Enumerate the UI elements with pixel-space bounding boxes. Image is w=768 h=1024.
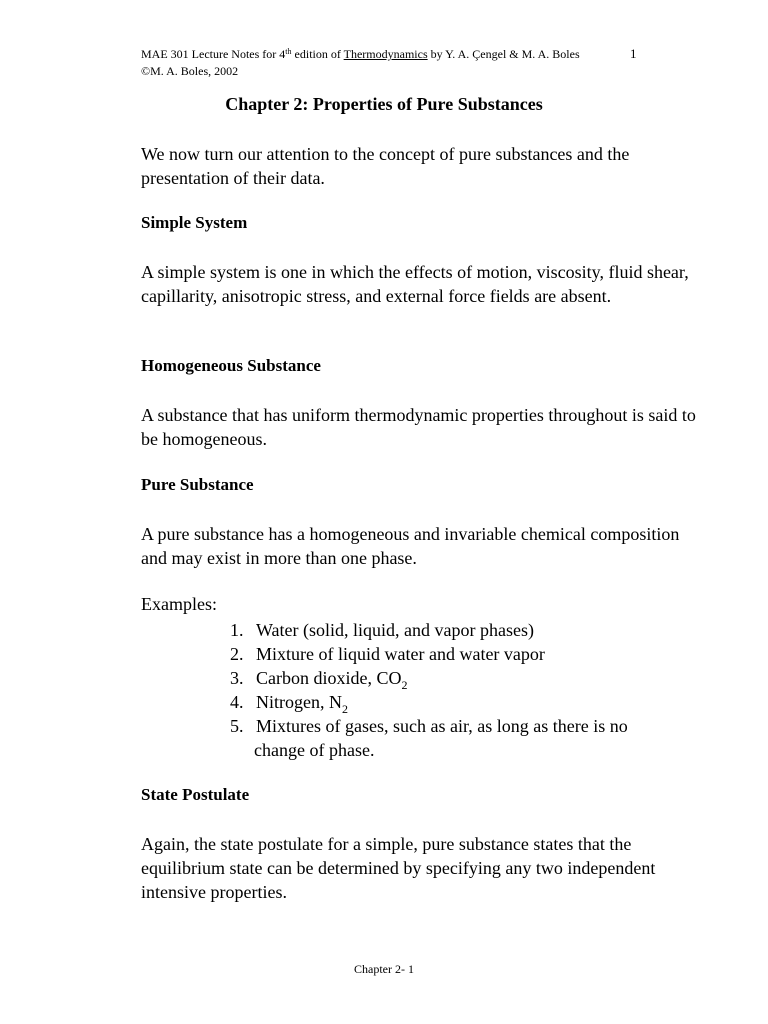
heading-homogeneous-substance: Homogeneous Substance [141, 356, 321, 375]
heading-state-postulate: State Postulate [141, 785, 250, 804]
list-item-number: 3. [230, 668, 244, 688]
list-item-text: Carbon dioxide, CO [256, 668, 402, 688]
list-item-number: 1. [230, 620, 244, 640]
list-item-number: 5. [230, 716, 244, 736]
homogeneous-paragraph: A substance that has uniform thermodynamic properties throughout is said to be homogeneous. [141, 405, 696, 449]
examples-label: Examples: [141, 594, 217, 614]
heading-pure-substance: Pure Substance [141, 475, 254, 494]
intro-paragraph: We now turn our attention to the concept of pure substances and the presentation of their data. [141, 144, 630, 188]
header-page-number: 1 [630, 46, 637, 61]
header-citation [141, 47, 580, 63]
list-item [230, 666, 628, 690]
list-item-text: Nitrogen, N [256, 692, 342, 712]
pure-substance-paragraph: A pure substance has a homogeneous and invariable chemical composition and may exist in more than one phase. [141, 524, 680, 568]
examples-list [230, 618, 628, 762]
subscript: 2 [401, 678, 408, 692]
chapter-title: Chapter 2: Properties of Pure Substances [225, 94, 543, 114]
list-item-text: Water (solid, liquid, and vapor phases) [256, 620, 534, 640]
list-item-number: 2. [230, 644, 244, 664]
header-book-title: Thermodynamics [343, 47, 428, 61]
list-item [230, 690, 628, 714]
heading-simple-system: Simple System [141, 213, 248, 232]
header-authors: by Y. A. Çengel & M. A. Boles [427, 47, 580, 61]
page-footer: Chapter 2- 1 [354, 962, 414, 976]
list-item-text: Mixtures of gases, such as air, as long as there is no [256, 716, 628, 736]
state-postulate-paragraph: Again, the state postulate for a simple, pure substance states that the equilibrium state can be determined by specifying any two independent intensive properties. [141, 834, 656, 902]
header-sup: th [285, 47, 292, 56]
list-item-number: 4. [230, 692, 244, 712]
list-item [230, 618, 628, 642]
header-copyright: ©M. A. Boles, 2002 [141, 64, 239, 78]
simple-system-paragraph: A simple system is one in which the effects of motion, viscosity, fluid shear, capillarity, anisotropic stress, and external force fields are absent. [141, 262, 689, 306]
list-item-text: Mixture of liquid water and water vapor [256, 644, 545, 664]
header-mid: edition of [291, 47, 344, 61]
list-item-text-continued: change of phase. [254, 740, 375, 760]
list-item [230, 642, 628, 666]
header-course: MAE 301 Lecture Notes for 4 [141, 47, 286, 61]
subscript: 2 [341, 702, 348, 716]
list-item [230, 714, 628, 762]
